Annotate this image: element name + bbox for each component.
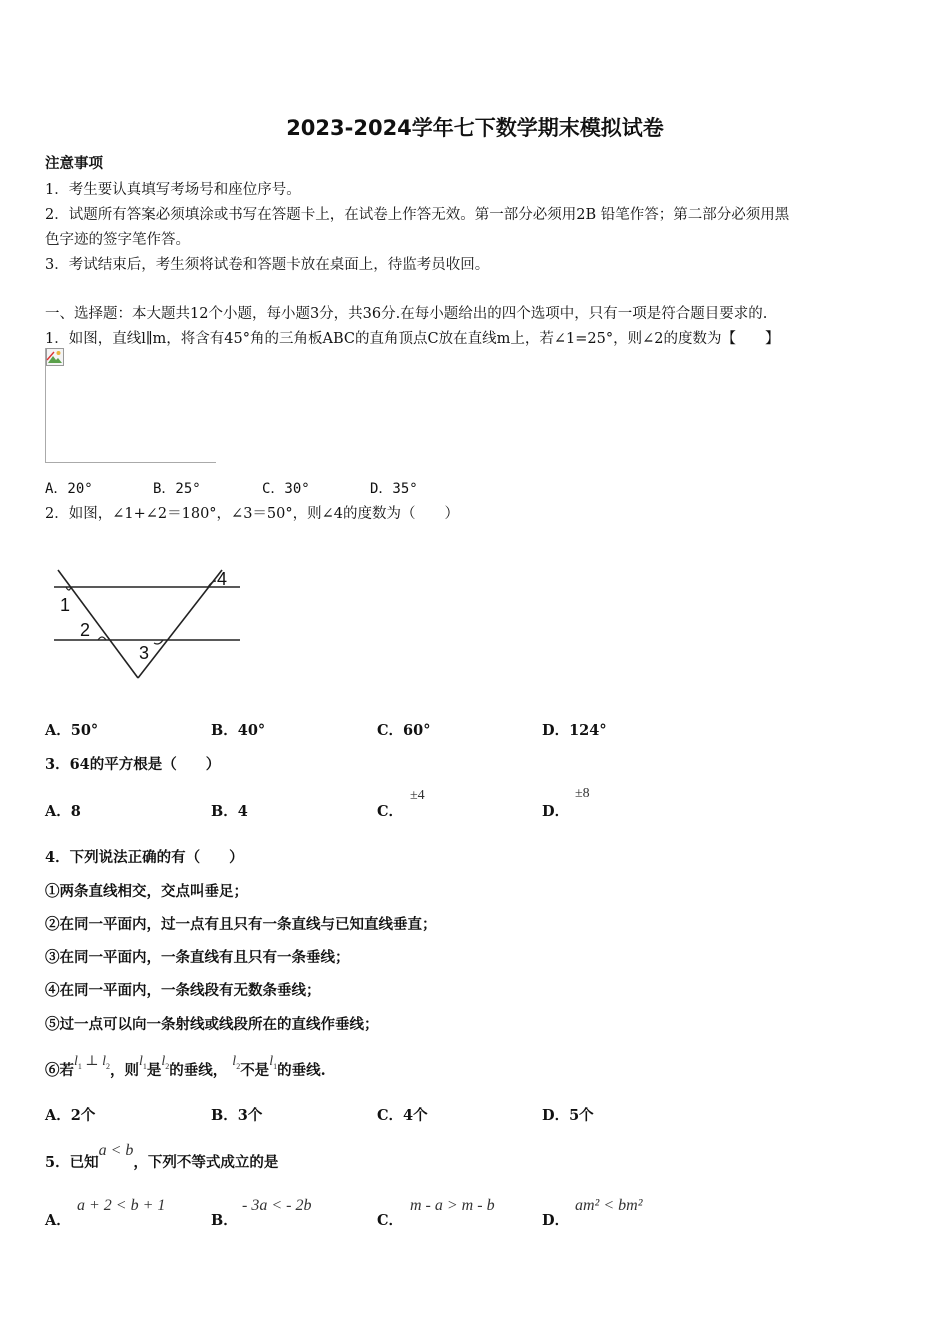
s6-l1b-sub: 1 xyxy=(142,1061,147,1071)
q5-stem-prefix: 5．已知 xyxy=(45,1154,99,1171)
q3-option-a[interactable]: A．8 xyxy=(45,803,81,820)
q4-option-a[interactable]: A．2个 xyxy=(45,1107,96,1124)
notice-heading: 注意事项 xyxy=(45,155,103,172)
q2-option-d[interactable]: D．124° xyxy=(542,722,607,739)
s6-l1b: l xyxy=(138,1054,143,1069)
q1-option-d[interactable]: D．35° xyxy=(370,481,418,497)
s6-l2c-sub: 2 xyxy=(236,1061,241,1071)
s6-l2: l xyxy=(102,1054,106,1069)
q4-statement-1: ①两条直线相交，交点叫垂足； xyxy=(45,883,248,900)
s6-end: 的垂线. xyxy=(277,1062,326,1079)
s6-mid1: ，则 xyxy=(109,1062,139,1079)
s6-prefix: ⑥若 xyxy=(45,1062,74,1079)
q3-option-d[interactable]: D． xyxy=(542,803,570,820)
s6-l2b-sub: 2 xyxy=(165,1061,170,1071)
notice-item-2: 2．试题所有答案必须填涂或书写在答题卡上，在试卷上作答无效。第一部分必须用2B 铅笔作答；第二部分必须用黑 xyxy=(45,207,790,223)
q3-option-c-math: ±4 xyxy=(410,788,425,803)
q4-option-b[interactable]: B．3个 xyxy=(211,1107,263,1124)
q2-option-b[interactable]: B．40° xyxy=(211,722,266,739)
q5-stem xyxy=(45,1142,279,1172)
notice-item-3: 3．考试结束后，考生须将试卷和答题卡放在桌面上，待监考员收回。 xyxy=(45,257,490,273)
q5-stem-math: a < b xyxy=(98,1142,134,1159)
q1-stem: 1．如图，直线l∥m，将含有45°角的三角板ABC的直角顶点C放在直线m上，若∠1=25°，则∠2的度数为【 】 xyxy=(45,331,780,347)
q5-option-a[interactable]: A． xyxy=(45,1212,71,1229)
notice-item-1: 1．考生要认真填写考场号和座位序号。 xyxy=(45,182,301,198)
q2-label-3: 3 xyxy=(139,643,150,663)
notice-item-2-cont: 色字迹的签字笔作答。 xyxy=(45,232,190,248)
q1-option-b[interactable]: B．25° xyxy=(153,481,201,497)
q2-option-c[interactable]: C．60° xyxy=(377,722,431,739)
s6-l1-sub: 1 xyxy=(77,1061,82,1071)
page-title: 2023-2024学年七下数学期末模拟试卷 xyxy=(286,116,664,140)
q3-option-d-math: ±8 xyxy=(575,786,590,801)
q2-label-1: 1 xyxy=(60,595,71,615)
s6-l1: l xyxy=(74,1054,78,1069)
q1-option-a[interactable]: A．20° xyxy=(45,481,93,497)
q2-label-4: 4 xyxy=(217,569,228,589)
q4-statement-5: ⑤过一点可以向一条射线或线段所在的直线作垂线； xyxy=(45,1016,379,1033)
s6-l1c: l xyxy=(269,1054,274,1069)
q4-stem: 4．下列说法正确的有（ ） xyxy=(45,849,244,866)
q5-stem-suffix: ，下列不等式成立的是 xyxy=(133,1154,279,1171)
broken-image-icon xyxy=(46,348,64,366)
section-heading: 一、选择题：本大题共12个小题，每小题3分，共36分.在每小题给出的四个选项中，只有一项是符合题目要求的. xyxy=(45,306,768,322)
s6-l1c-sub: 1 xyxy=(273,1061,278,1071)
q2-stem: 2．如图，∠1+∠2＝180°，∠3＝50°，则∠4的度数为（ ） xyxy=(45,506,459,522)
s6-l2-sub: 2 xyxy=(105,1061,110,1071)
q3-stem: 3．64的平方根是（ ） xyxy=(45,756,221,773)
s6-perp: ⊥ xyxy=(85,1054,99,1069)
q4-statement-3: ③在同一平面内，一条直线有且只有一条垂线； xyxy=(45,949,350,966)
q5-option-c-math: m - a > m - b xyxy=(410,1197,495,1214)
q1-figure-placeholder xyxy=(45,348,216,463)
q1-option-c[interactable]: C．30° xyxy=(262,481,310,497)
q3-option-c[interactable]: C． xyxy=(377,803,404,820)
s6-mid2: 是 xyxy=(146,1062,162,1079)
s6-l2c: l xyxy=(232,1054,237,1069)
q4-statement-4: ④在同一平面内，一条线段有无数条垂线； xyxy=(45,982,321,999)
s6-l2b: l xyxy=(161,1054,166,1069)
q3-option-b[interactable]: B．4 xyxy=(211,803,248,820)
q5-option-b[interactable]: B． xyxy=(211,1212,238,1229)
q5-option-d-math: am² < bm² xyxy=(575,1197,643,1214)
q2-option-a[interactable]: A．50° xyxy=(45,722,99,739)
s6-mid3: 的垂线， xyxy=(169,1062,228,1079)
q5-option-b-math: - 3a < - 2b xyxy=(242,1197,312,1214)
q4-option-d[interactable]: D．5个 xyxy=(542,1107,594,1124)
s6-mid4: 不是 xyxy=(240,1062,270,1079)
q4-statement-2: ②在同一平面内，过一点有且只有一条直线与已知直线垂直； xyxy=(45,916,437,933)
q2-geometry-figure xyxy=(50,563,250,688)
q5-option-d[interactable]: D． xyxy=(542,1212,570,1229)
q4-option-c[interactable]: C．4个 xyxy=(377,1107,428,1124)
q5-option-c[interactable]: C． xyxy=(377,1212,404,1229)
q5-option-a-math: a + 2 < b + 1 xyxy=(77,1197,166,1214)
q2-label-2: 2 xyxy=(80,620,91,640)
q4-statement-6 xyxy=(45,1054,326,1081)
